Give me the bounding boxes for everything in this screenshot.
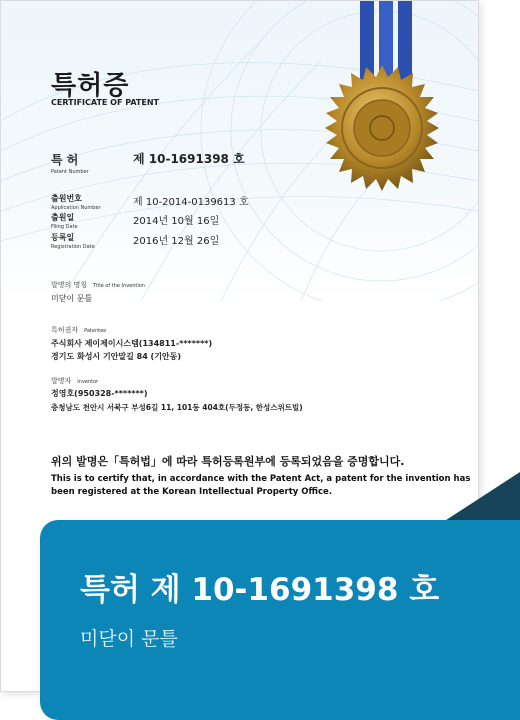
corner-fold — [440, 472, 520, 524]
certificate-title: 특허증 — [51, 71, 130, 101]
inventor-name: 정영호(950328-*******) — [51, 389, 148, 398]
banner-subtitle: 미닫이 문틀 — [80, 628, 178, 650]
application-number-value: 제 10-2014-0139613 호 — [133, 197, 249, 208]
patent-number-row — [51, 151, 245, 175]
inventor-label-ko: 발명자 — [51, 377, 72, 385]
invention-title-label-en: Title of the Invention — [93, 283, 145, 289]
registration-date-label: 등록일 — [51, 233, 75, 242]
filing-date-value: 2014년 10월 16일 — [133, 216, 220, 227]
invention-title-label — [51, 280, 145, 290]
application-number-label: 출원번호 — [51, 194, 82, 203]
certification-statement-en: This is to certify that, in accordance with the Patent Act, a patent for the invention has been registered at the Korean Intellectual Property Office. — [51, 474, 471, 497]
invention-title-label-ko: 발명의 명칭 — [51, 281, 88, 289]
registration-date-row — [51, 232, 220, 250]
application-number-row — [51, 193, 249, 211]
patentee-label-ko: 특허권자 — [51, 326, 79, 334]
patent-number-label-en: Patent Number — [51, 169, 89, 175]
registration-date-value: 2016년 12월 26일 — [133, 236, 220, 247]
certificate-title-en: CERTIFICATE OF PATENT — [51, 98, 159, 107]
patentee-address: 경기도 화성시 기안말길 84 (기안동) — [51, 352, 182, 361]
filing-date-label: 출원일 — [51, 213, 75, 222]
patentee-label — [51, 325, 106, 335]
inventor-address: 충청남도 천안시 서북구 부성6길 11, 101동 404호(두정동, 한성스위트빌) — [51, 403, 303, 412]
registration-date-label-en: Registration Date — [51, 244, 95, 250]
filing-date-label-en: Filing Date — [51, 224, 78, 230]
patentee-name: 주식회사 제이제이시스템(134811-*******) — [51, 339, 213, 348]
gold-seal-icon — [317, 63, 447, 193]
inventor-label-en: Inventor — [77, 379, 99, 385]
invention-title-value: 미닫이 문틀 — [51, 294, 93, 303]
banner-title: 특허 제 10-1691398 호 — [80, 572, 440, 608]
patent-number-value: 제 10-1691398 호 — [133, 152, 245, 166]
inventor-label — [51, 376, 98, 386]
patent-number-label: 특 허 — [51, 153, 79, 167]
filing-date-row — [51, 212, 220, 230]
patentee-label-en: Patentee — [84, 328, 107, 334]
application-number-label-en: Application Number — [51, 205, 101, 211]
certification-statement-ko: 위의 발명은「특허법」에 따라 특허등록원부에 등록되었음을 증명합니다. — [51, 455, 405, 468]
patent-info-banner — [40, 520, 520, 720]
